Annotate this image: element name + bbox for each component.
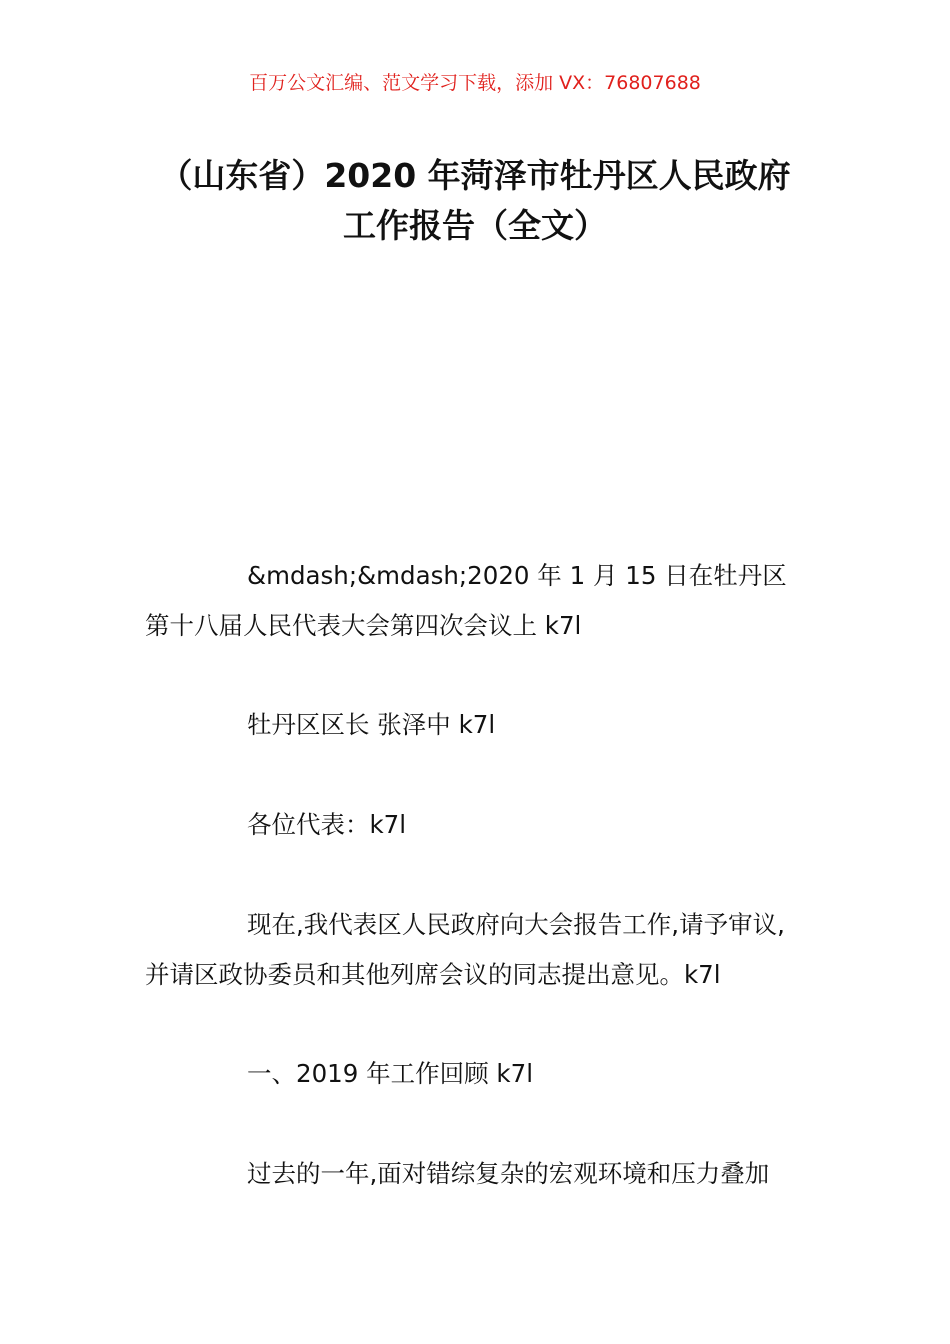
paragraph-review-line-1: 过去的一年,面对错综复杂的宏观环境和压力叠加	[247, 1159, 770, 1188]
document-title-line-1: （山东省）2020 年菏泽市牡丹区人民政府	[159, 156, 791, 195]
document-title-line-2: 工作报告（全文）	[343, 206, 607, 245]
paragraph-intro-line-2: 并请区政协委员和其他列席会议的同志提出意见。k7l	[145, 960, 721, 989]
paragraph-salutation: 各位代表：k7l	[247, 810, 407, 839]
paragraph-intro-line-1: 现在,我代表区人民政府向大会报告工作,请予审议,	[247, 910, 785, 939]
section-heading: 一、2019 年工作回顾 k7l	[247, 1059, 534, 1088]
header-banner: 百万公文汇编、范文学习下载，添加 VX：76807688	[249, 72, 701, 94]
paragraph-speaker: 牡丹区区长 张泽中 k7l	[247, 710, 496, 739]
paragraph-date-line-1: &mdash;&mdash;2020 年 1 月 15 日在牡丹区	[247, 561, 787, 590]
paragraph-date-line-2: 第十八届人民代表大会第四次会议上 k7l	[145, 611, 582, 640]
